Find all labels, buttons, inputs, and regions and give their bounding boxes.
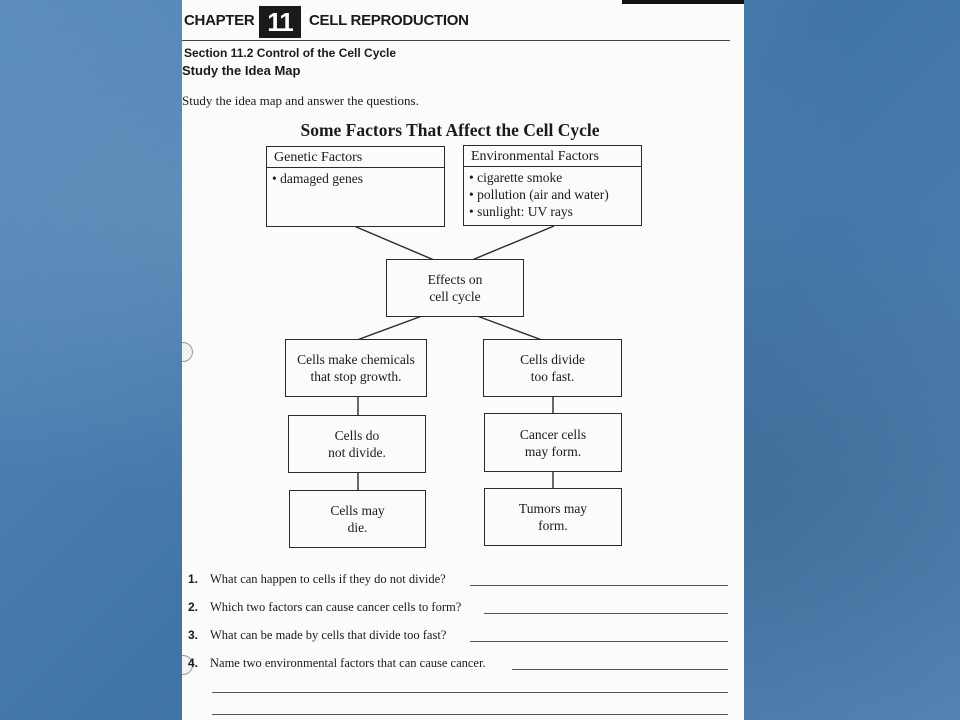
left-effect-box-1 [285, 339, 427, 397]
worksheet-page [182, 0, 744, 720]
answer-line-1[interactable] [470, 585, 728, 586]
chapter-title: CELL REPRODUCTION [309, 12, 469, 29]
answer-line-4b[interactable] [212, 692, 728, 693]
box-line: form. [538, 518, 568, 533]
environmental-factors-heading: Environmental Factors [464, 146, 641, 167]
question-3 [188, 628, 446, 643]
answer-line-2[interactable] [484, 613, 728, 614]
environmental-factor-item: • sunlight: UV rays [469, 203, 636, 220]
box-line: cell cycle [429, 289, 481, 304]
idea-map-title: Some Factors That Affect the Cell Cycle [300, 120, 600, 140]
box-line: may form. [524, 443, 582, 459]
box-line: too fast. [530, 369, 575, 384]
effects-on-cell-cycle-box [386, 259, 524, 317]
answer-line-3[interactable] [470, 641, 728, 642]
question-number: 4. [188, 656, 199, 670]
right-effect-box-2 [484, 413, 622, 472]
question-number: 3. [188, 628, 199, 642]
connector-line [357, 316, 422, 340]
question-number: 2. [188, 600, 199, 614]
chapter-number-badge: 11 [259, 6, 301, 38]
genetic-factor-item: • damaged genes [272, 170, 439, 187]
box-line: Cells make chemicals [297, 352, 415, 367]
box-line: not divide. [328, 445, 386, 460]
section-heading: Section 11.2 Control of the Cell Cycle [184, 46, 397, 60]
left-effect-box-2 [288, 415, 426, 473]
right-effect-box-1 [483, 339, 622, 397]
question-number: 1. [188, 572, 199, 586]
left-effect-box-3 [289, 490, 426, 548]
chapter-label: CHAPTER [184, 12, 255, 29]
question-1 [188, 572, 446, 587]
box-line: that stop growth. [310, 369, 402, 384]
study-heading: Study the Idea Map [182, 63, 301, 78]
question-text: Name two environmental factors that can cause cancer. [210, 656, 486, 670]
answer-line-4[interactable] [512, 669, 728, 670]
environmental-factors-box [463, 145, 642, 226]
question-4 [188, 656, 486, 671]
question-text: What can happen to cells if they do not divide? [210, 572, 446, 586]
answer-line-4c[interactable] [212, 714, 728, 715]
instructions: Study the idea map and answer the questions. [182, 93, 419, 108]
box-line: Effects on [427, 272, 483, 287]
box-line: Cells divide [520, 352, 585, 367]
box-line: die. [347, 520, 368, 535]
box-line: Cancer cells [519, 426, 587, 442]
connector-line [472, 226, 554, 260]
environmental-factor-item: • cigarette smoke [469, 169, 636, 186]
box-line: Cells do [334, 428, 380, 443]
box-line: Cells may [330, 503, 385, 518]
question-text: Which two factors can cause cancer cells to form? [210, 600, 462, 614]
genetic-factors-heading: Genetic Factors [267, 147, 444, 168]
connector-line [477, 316, 542, 340]
connector-line [354, 226, 434, 260]
box-line: Tumors may [518, 501, 588, 516]
right-effect-box-3 [484, 488, 622, 546]
question-2 [188, 600, 461, 615]
question-text: What can be made by cells that divide too fast? [210, 628, 447, 642]
environmental-factor-item: • pollution (air and water) [469, 186, 636, 203]
genetic-factors-box [266, 146, 445, 227]
